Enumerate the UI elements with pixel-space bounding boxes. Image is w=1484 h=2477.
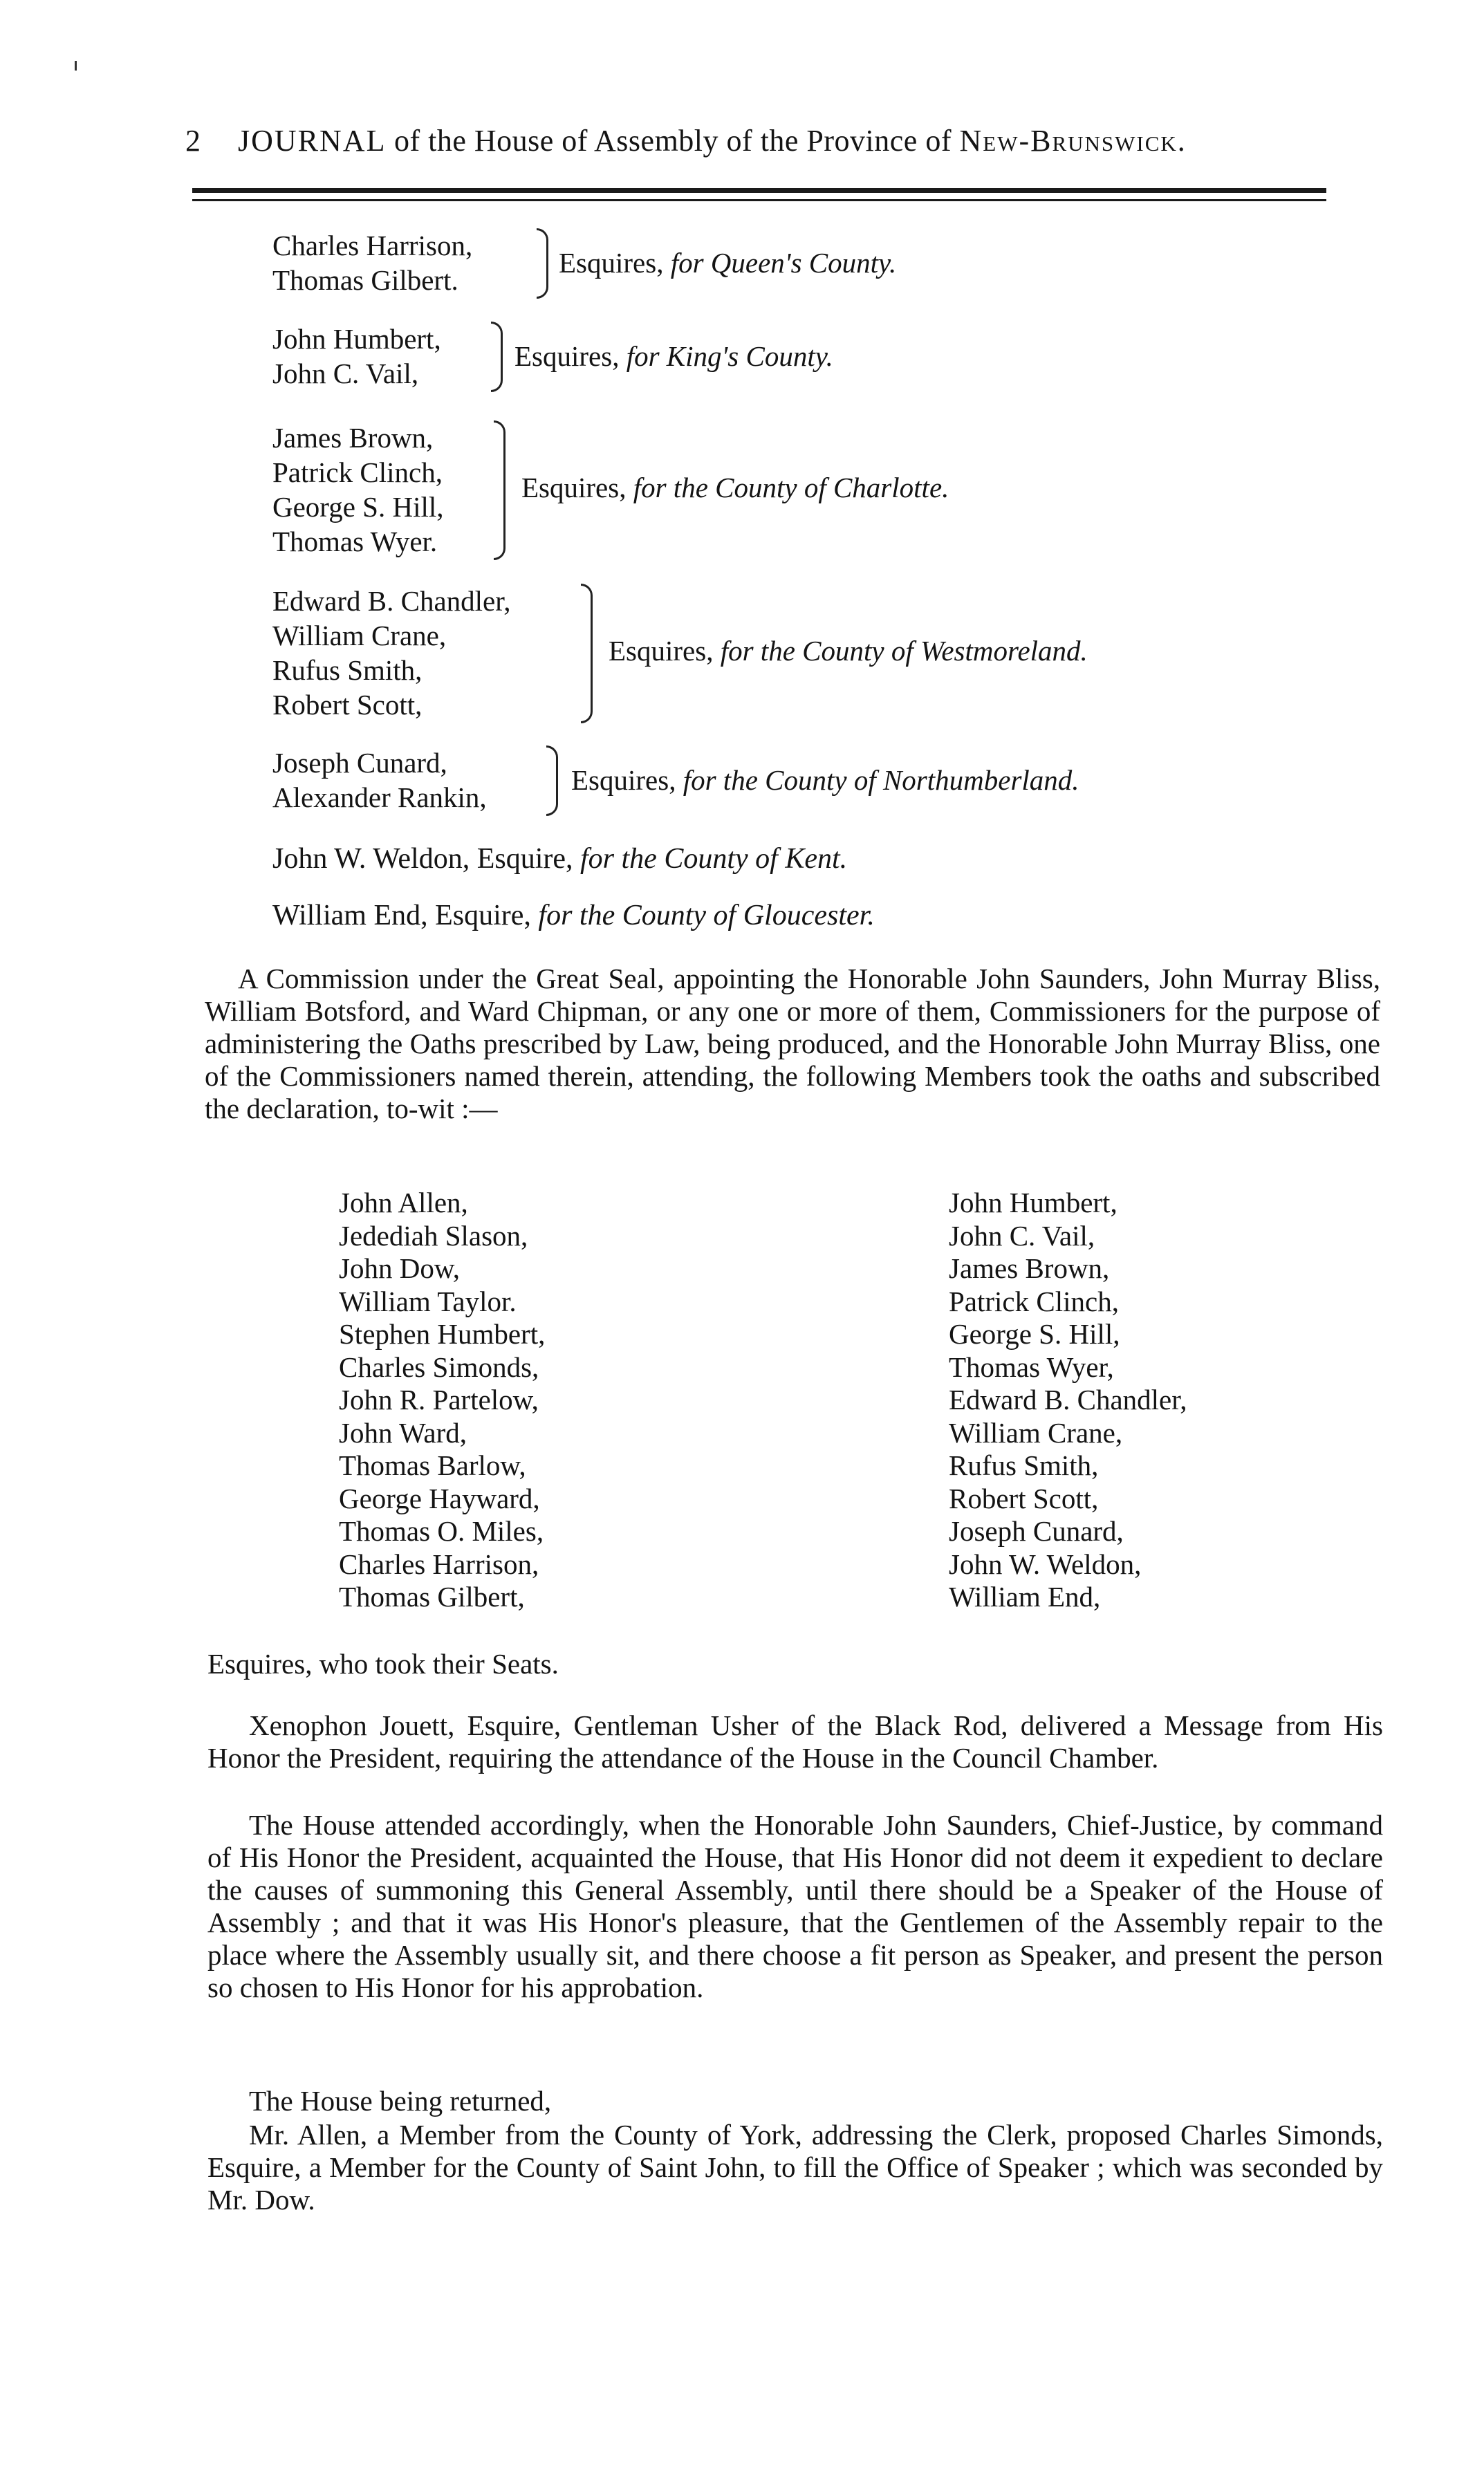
- member-name: Thomas Gilbert,: [339, 1581, 525, 1613]
- usher-paragraph: Xenophon Jouett, Esquire, Gentleman Usher of the Black Rod, delivered a Message from His Honor the President, requiring the attendance of the House in the Council Chamber.: [207, 1709, 1383, 1774]
- member-name: Edward B. Chandler,: [949, 1384, 1187, 1416]
- member-name: William End,: [949, 1581, 1101, 1613]
- member-name: Thomas O. Miles,: [339, 1515, 544, 1547]
- member-name: John Humbert,: [949, 1187, 1117, 1218]
- member-name: Rufus Smith,: [949, 1449, 1099, 1481]
- attended-paragraph: The House attended accordingly, when the Honorable John Saunders, Chief-Justice, by command of His Honor the President, acquainted the House, that His Honor did not deem it expedient to declare the causes of summoning this General Assembly, until there should be a Speaker of the House of Assembly ; and that it was His Honor's pleasure, that the Gentlemen of the Assembly repair to the place where the Assembly usually sit, and there choose a fit person as Speaker, and present the person so chosen to His Honor for his approbation.: [207, 1809, 1383, 2003]
- member-name: Charles Harrison,: [272, 230, 473, 261]
- member-name: George Hayward,: [339, 1482, 540, 1514]
- member-name: Patrick Clinch,: [272, 456, 443, 488]
- member-name: Thomas Barlow,: [339, 1449, 526, 1481]
- title-middle: of the House of Assembly of the Province of: [386, 124, 960, 158]
- member-group-northumberland: [272, 745, 1310, 818]
- member-name: John Allen,: [339, 1187, 468, 1218]
- member-name: John R. Partelow,: [339, 1384, 539, 1416]
- member-line-kent: John W. Weldon, Esquire, for the County of Kent.: [272, 843, 848, 875]
- member-name: Robert Scott,: [272, 689, 423, 721]
- member-names: [272, 322, 441, 391]
- oath-list-left: [339, 1187, 545, 1614]
- member-name: William Taylor.: [339, 1285, 517, 1317]
- county-name: for King's County.: [626, 340, 833, 372]
- county-description: Esquires, for Queen's County.: [559, 247, 897, 279]
- member-name: Patrick Clinch,: [949, 1285, 1119, 1317]
- member-name: George S. Hill,: [272, 491, 444, 523]
- member-names: [272, 420, 444, 559]
- county-name: for the County of Northumberland.: [683, 764, 1079, 796]
- page-number: 2: [185, 124, 201, 158]
- member-name: William Crane,: [272, 620, 447, 651]
- member-name: Joseph Cunard,: [272, 747, 447, 779]
- journal-title: [238, 123, 1187, 158]
- member-name: Jedediah Slason,: [339, 1219, 528, 1252]
- header-rule-thick: [192, 188, 1326, 193]
- header-rule-thin: [192, 199, 1326, 201]
- brace: [491, 322, 503, 392]
- member-line-gloucester: William End, Esquire, for the County of Gloucester.: [272, 900, 875, 931]
- member-name: William Crane,: [949, 1416, 1123, 1449]
- member-name: Alexander Rankin,: [272, 781, 487, 813]
- brace: [537, 228, 548, 299]
- member-name: John Humbert,: [272, 323, 441, 355]
- member-names: [272, 745, 487, 815]
- member-name: Thomas Wyer.: [272, 526, 438, 557]
- brace: [581, 584, 593, 723]
- seats-line: Esquires, who took their Seats.: [207, 1648, 559, 1680]
- member-group-kings: [272, 322, 1102, 394]
- member-name: Charles Simonds,: [339, 1351, 539, 1383]
- allen-paragraph: Mr. Allen, a Member from the County of York, addressing the Clerk, proposed Charles Simonds, Esquire, a Member for the County of Saint John, to fill the Office of Speaker ; which was seconded by Mr. Dow.: [207, 2119, 1383, 2216]
- member-name: Joseph Cunard,: [949, 1515, 1124, 1547]
- member-group-queens: [272, 228, 1102, 301]
- member-name: Charles Harrison,: [339, 1548, 539, 1580]
- member-name: John C. Vail,: [949, 1219, 1095, 1252]
- county-name: for the County of Kent.: [580, 843, 848, 875]
- county-description: Esquires, for the County of Westmoreland.: [609, 635, 1088, 667]
- member-name: John Dow,: [339, 1252, 461, 1284]
- ink-mark: [75, 61, 77, 71]
- brace: [546, 745, 558, 816]
- member-names: [272, 584, 511, 722]
- county-description: Esquires, for the County of Charlotte.: [521, 472, 949, 503]
- member-group-charlotte: [272, 420, 1171, 559]
- county-name: for Queen's County.: [670, 247, 897, 279]
- member-name: James Brown,: [272, 422, 434, 454]
- brace: [494, 420, 506, 560]
- member-group-westmoreland: [272, 584, 1310, 722]
- member-name: James Brown,: [949, 1252, 1110, 1284]
- member-name: George S. Hill,: [949, 1318, 1120, 1350]
- member-name: Rufus Smith,: [272, 654, 423, 686]
- member-name: Thomas Gilbert.: [272, 264, 458, 296]
- commission-paragraph: A Commission under the Great Seal, appointing the Honorable John Saunders, John Murray Bliss, William Botsford, and Ward Chipman, or any one or more of them, Commissioners for the purpose of administering the Oaths prescribed by Law, being produced, and the Honorable John Murray Bliss, one of the Commissioners named therein, attending, the following Members took the oaths and subscribed the declaration, to-wit :—: [205, 963, 1380, 1124]
- county-description: Esquires, for the County of Northumberland.: [571, 764, 1079, 796]
- county-name: for the County of Charlotte.: [633, 472, 949, 503]
- member-name: John W. Weldon,: [949, 1548, 1142, 1580]
- county-description: Esquires, for King's County.: [514, 340, 833, 372]
- member-name: Thomas Wyer,: [949, 1351, 1114, 1383]
- journal-word: JOURNAL: [238, 124, 387, 158]
- oath-list-right: [949, 1187, 1187, 1614]
- returned-line: The House being returned,: [249, 2085, 552, 2117]
- member-names: [272, 228, 472, 297]
- county-name: for the County of Gloucester.: [538, 900, 875, 931]
- member-name: Stephen Humbert,: [339, 1318, 546, 1350]
- province-name: New-Brunswick.: [959, 124, 1187, 158]
- member-name: Edward B. Chandler,: [272, 585, 511, 617]
- member-name: John Ward,: [339, 1416, 467, 1449]
- county-name: for the County of Westmoreland.: [720, 635, 1088, 667]
- member-name: John C. Vail,: [272, 358, 419, 389]
- member-name: Robert Scott,: [949, 1482, 1099, 1514]
